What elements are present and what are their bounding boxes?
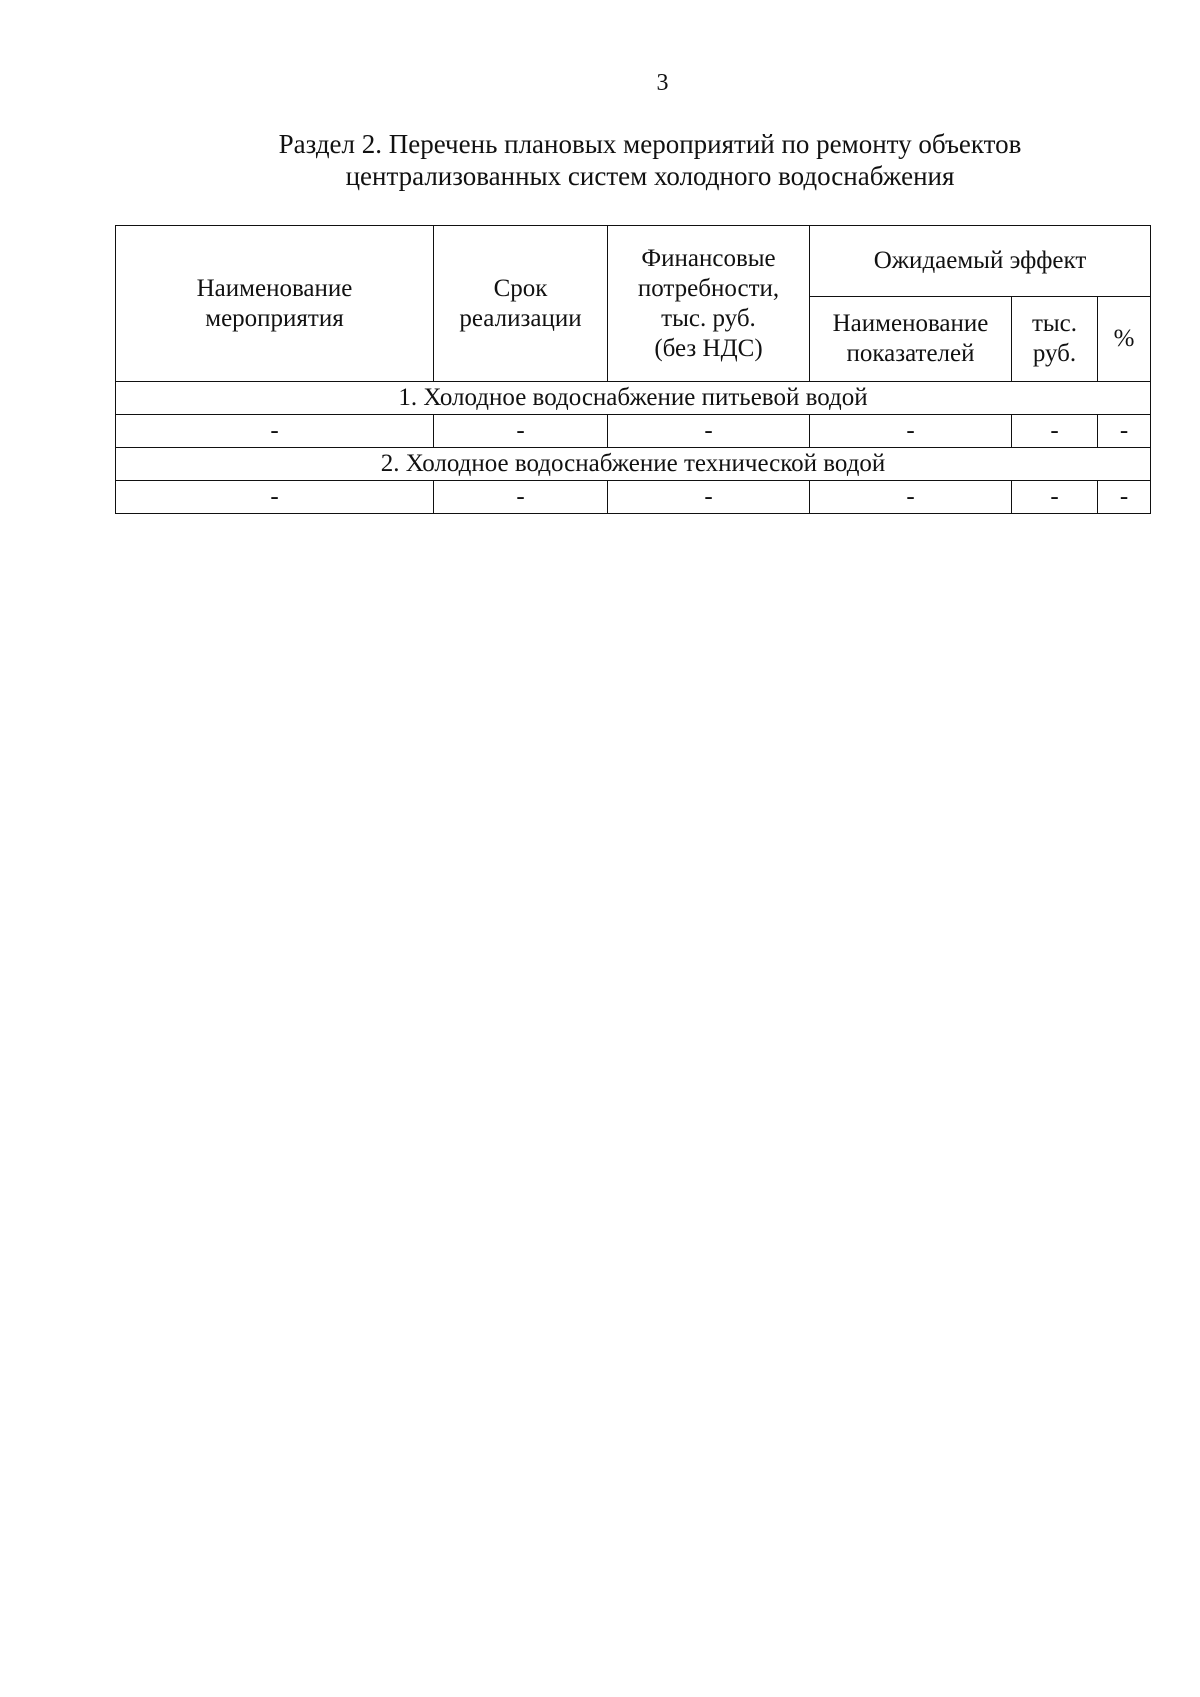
table-cell: - (1012, 415, 1098, 448)
table-cell: - (810, 481, 1012, 514)
table-cell: - (608, 415, 810, 448)
header-finance (608, 226, 810, 382)
table-cell: - (1098, 481, 1151, 514)
header-indicators (810, 297, 1012, 382)
header-text: мероприятия (205, 304, 344, 332)
header-text: показателей (846, 340, 975, 367)
table-cell: - (434, 415, 608, 448)
header-percent: % (1098, 297, 1151, 382)
table-cell: - (116, 415, 434, 448)
repair-plan-table (115, 225, 1151, 514)
header-text: (без НДС) (654, 334, 763, 362)
table-cell: - (1012, 481, 1098, 514)
header-text: Наименование (196, 274, 353, 302)
header-thousand-rub (1012, 297, 1098, 382)
header-term (434, 226, 608, 382)
header-text: руб. (1032, 340, 1077, 367)
table-row (116, 481, 1151, 514)
table-cell: - (1098, 415, 1151, 448)
header-row-1 (116, 226, 1151, 297)
section-title-line-2: централизованных систем холодного водоснабжения (345, 161, 955, 191)
header-text: Наименование (832, 310, 989, 337)
section-title-line-1: Раздел 2. Перечень плановых мероприятий по ремонту объектов (278, 129, 1022, 159)
header-expected-effect: Ожидаемый эффект (810, 226, 1151, 297)
header-text: Срок (493, 274, 548, 302)
header-text: реализации (459, 304, 582, 332)
table-row (116, 415, 1151, 448)
table-cell: - (608, 481, 810, 514)
group-row-technical-water (116, 448, 1151, 481)
group-title: 1. Холодное водоснабжение питьевой водой (116, 382, 1151, 415)
header-text: тыс. (1031, 310, 1078, 337)
group-row-drinking-water (116, 382, 1151, 415)
header-text: Финансовые (641, 244, 776, 272)
group-title: 2. Холодное водоснабжение технической водой (116, 448, 1151, 481)
section-title (200, 128, 1100, 192)
page-number: 3 (656, 70, 669, 96)
header-text: потребности, (637, 274, 780, 302)
table-cell: - (434, 481, 608, 514)
table-cell: - (116, 481, 434, 514)
header-measure-name (116, 226, 434, 382)
header-text: тыс. руб. (661, 304, 756, 332)
table-cell: - (810, 415, 1012, 448)
